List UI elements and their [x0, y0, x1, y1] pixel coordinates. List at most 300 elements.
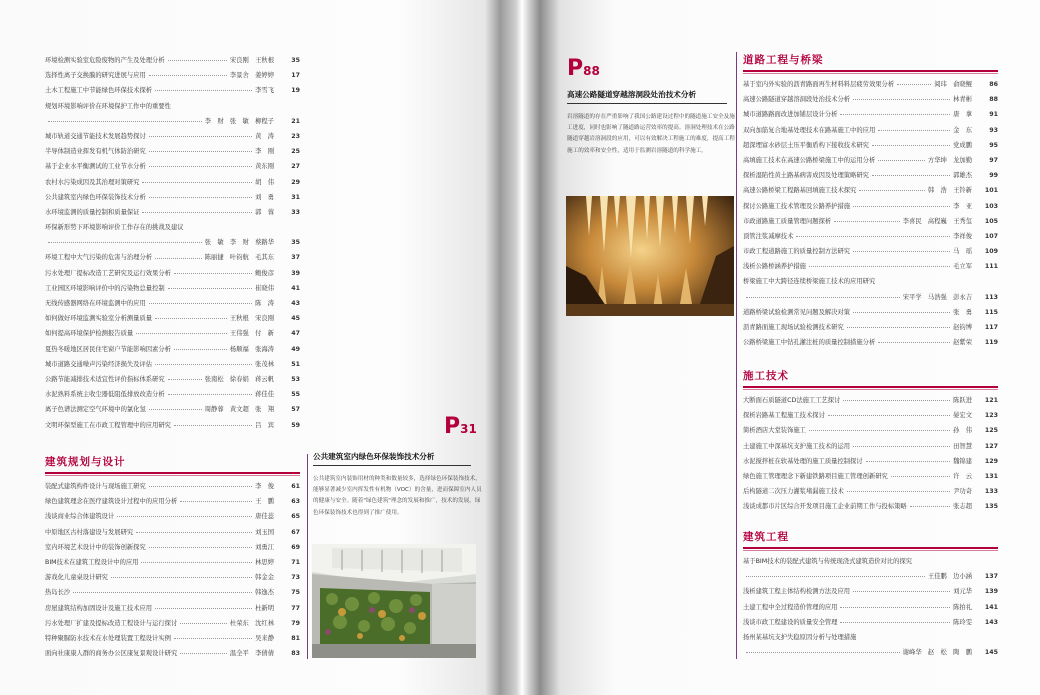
- feature-title: 公共建筑室内绿色环保装饰技术分析: [313, 452, 435, 461]
- dot-leader: [155, 364, 252, 365]
- book-gutter: [500, 0, 540, 695]
- toc-entry-title: 公路节能减排技术适宜性评价指标体系研究: [45, 375, 165, 383]
- toc-entry[interactable]: [743, 320, 998, 335]
- dot-leader: [180, 653, 227, 654]
- toc-entry[interactable]: [45, 570, 300, 585]
- toc-entry[interactable]: [743, 290, 998, 305]
- dot-leader: [840, 607, 950, 608]
- toc-entry-author: 王 鹏: [255, 498, 274, 506]
- toc-entry-author: 刘元华: [953, 588, 972, 596]
- toc-entry-page: 115: [984, 308, 998, 316]
- toc-entry-author: 李喜民 高程巍 王秀玺: [902, 217, 972, 225]
- toc-entry-title: 环保新形势下环境影响评价工作存在的挑战及建议: [45, 224, 184, 232]
- toc-entry-title: 无线传感器网络在环境监测中的应用: [45, 300, 146, 307]
- toc-entry-page: 113: [984, 293, 998, 301]
- toc-entry-page: 31: [291, 193, 300, 201]
- toc-entry-page: 75: [291, 589, 300, 597]
- toc-entry[interactable]: [45, 387, 300, 402]
- feature-photo-green-wall: [312, 544, 476, 658]
- toc-entry-page: 107: [984, 232, 998, 240]
- toc-entry[interactable]: [743, 423, 998, 438]
- section-rule: [743, 70, 998, 72]
- toc-entry-page: 83: [291, 650, 300, 658]
- section-rule: [743, 547, 998, 549]
- dot-leader: [878, 160, 925, 161]
- toc-entry[interactable]: [743, 168, 998, 183]
- toc-entry-page: 19: [291, 87, 300, 95]
- toc-entry-page: 55: [291, 391, 300, 399]
- toc-entry[interactable]: [743, 335, 998, 350]
- toc-entry-title: 高填施工技术在高速公路桥梁施工中的运用分析: [743, 156, 876, 164]
- toc-entry-author: 孙 伟: [953, 427, 972, 435]
- toc-entry-page: 121: [984, 397, 998, 404]
- toc-entry[interactable]: [743, 244, 998, 259]
- toc-entry-title: 污水处理厂提标改造工艺研究及运行效果分析: [45, 269, 171, 277]
- section-toc-list: [743, 77, 998, 350]
- toc-entry[interactable]: [45, 616, 300, 631]
- toc-entry-title: 市政道路施工质量管理问题探析: [743, 217, 832, 225]
- toc-entry-author: 郭雄杰: [953, 172, 972, 180]
- toc-entry[interactable]: [743, 123, 998, 138]
- dot-leader: [891, 476, 950, 477]
- dot-leader: [142, 212, 252, 213]
- toc-entry-author: 韩金金: [255, 574, 274, 582]
- toc-entry[interactable]: [743, 645, 998, 660]
- dot-leader: [853, 591, 950, 592]
- dot-leader: [878, 342, 950, 343]
- toc-entry-title: 基于BIM技术的装配式建筑与传统现浇式建筑造价对比的探究: [743, 558, 913, 565]
- dot-leader: [853, 206, 950, 207]
- dot-leader: [809, 266, 950, 267]
- toc-entry-title: 室内环境艺术设计中的装饰创新探究: [45, 543, 146, 551]
- toc-entry-title: 浅析公路桥涵养护措施: [743, 263, 806, 271]
- toc-entry-author: 毛立军: [953, 263, 972, 271]
- toc-entry[interactable]: [743, 183, 998, 198]
- toc-entry-title: 土建施工中深基坑支护施工技术的运用: [743, 442, 851, 450]
- toc-entry-page: 139: [984, 588, 998, 596]
- toc-entry-title: BIM技术在建筑工程设计中的应用: [45, 558, 139, 566]
- toc-entry[interactable]: [45, 190, 300, 205]
- toc-entry-title: 基于企业水平衡测试的工业节水分析: [45, 163, 146, 171]
- toc-entry[interactable]: [45, 68, 300, 83]
- toc-entry-author: 张南松 徐春娟 蒋云帆: [204, 375, 274, 383]
- toc-entry-author: 刘玉国: [255, 528, 274, 536]
- toc-entry-title: 面向社康康人群的商务办公区康复景观设计研究: [45, 650, 178, 658]
- toc-entry[interactable]: [743, 199, 998, 214]
- toc-entry[interactable]: [45, 144, 300, 159]
- dot-leader: [168, 60, 227, 61]
- dot-leader: [111, 577, 252, 578]
- toc-entry-page: 81: [291, 634, 300, 642]
- toc-entry-title: 探析岩路基工程施工技术探讨: [743, 412, 825, 420]
- dot-leader: [149, 547, 252, 548]
- toc-entry-title: 土木工程施工中节能绿色环保技术探析: [45, 87, 153, 95]
- toc-entry-author: 鲍俊彦: [255, 269, 274, 277]
- dot-leader: [48, 242, 202, 243]
- toc-entry-page: 111: [984, 263, 998, 271]
- toc-entry-title: 环境工程中大气污染的危害与治理分析: [45, 254, 153, 262]
- toc-entry[interactable]: [743, 138, 998, 153]
- toc-entry[interactable]: [743, 615, 998, 630]
- toc-entry[interactable]: [743, 153, 998, 168]
- column-divider: [736, 52, 737, 659]
- toc-entry-author: 马 瑶: [953, 248, 972, 256]
- toc-entry[interactable]: [45, 509, 300, 524]
- toc-entry-page: 117: [984, 324, 998, 331]
- toc-entry-author: 张 敏 李 财 蔡路华: [204, 239, 274, 247]
- dot-leader: [155, 258, 202, 259]
- dot-leader: [853, 446, 950, 447]
- section-rule: [45, 472, 300, 474]
- toc-entry-author: 宋良刚 王秋根: [229, 57, 274, 64]
- toc-entry-page: 47: [291, 330, 300, 338]
- toc-entry-author: 刘 勇: [255, 193, 274, 201]
- toc-entry[interactable]: [45, 114, 300, 129]
- toc-entry-author: 黄 涛: [255, 132, 274, 140]
- toc-entry[interactable]: [45, 418, 300, 433]
- toc-entry-author: 陈玲雯: [953, 618, 972, 626]
- toc-entry-author: 李 刚: [255, 148, 274, 156]
- toc-entry-author: 张志超: [953, 503, 972, 511]
- toc-entry[interactable]: [45, 250, 300, 265]
- toc-entry-title: 浅谈商业综合体建筑设计: [45, 513, 115, 521]
- dot-leader: [117, 516, 252, 517]
- toc-entry-author: 谢峰华 赵 松 陶 鹏: [902, 649, 972, 657]
- toc-entry-title: 工业园区环境影响评价中的污染物总量控制: [45, 284, 165, 292]
- dot-leader: [73, 592, 252, 593]
- toc-entry-author: 李雪飞: [255, 87, 274, 95]
- dot-leader: [149, 197, 252, 198]
- toc-entry[interactable]: [45, 159, 300, 174]
- toc-entry[interactable]: [45, 129, 300, 144]
- toc-entry-title: 市政工程道路施工的质量控制方法研究: [743, 248, 851, 256]
- dot-leader: [149, 136, 252, 137]
- toc-entry-title: 城市轨道交通节能技术发展趋势探讨: [45, 132, 146, 140]
- dot-leader: [155, 318, 227, 319]
- toc-entry[interactable]: [45, 326, 300, 341]
- dot-leader: [872, 175, 950, 176]
- toc-entry[interactable]: [45, 402, 300, 417]
- toc-entry-page: 129: [984, 457, 998, 465]
- toc-entry-title: 绿色施工管理理念下新建铁路项目施工管理创新研究: [743, 472, 888, 480]
- toc-entry[interactable]: [743, 107, 998, 122]
- toc-entry-page: 131: [984, 472, 998, 480]
- toc-entry-title: 双向加筋复合地基处理技术在路基施工中的应用: [743, 126, 876, 134]
- toc-entry-title: 城市道路路面改进加铺层设计分析: [743, 111, 838, 119]
- architecture-toc-list: [45, 479, 300, 661]
- toc-entry[interactable]: [743, 408, 998, 423]
- toc-entry-page: 57: [291, 406, 300, 414]
- toc-entry[interactable]: [45, 83, 300, 98]
- toc-entry[interactable]: [45, 479, 300, 494]
- toc-entry-author: 韩 浩 王铃新: [927, 187, 972, 195]
- toc-entry[interactable]: [743, 554, 998, 569]
- toc-entry-page: 91: [989, 111, 998, 119]
- toc-entry[interactable]: [45, 646, 300, 661]
- toc-entry[interactable]: [45, 525, 300, 540]
- toc-entry-page: 71: [291, 558, 300, 566]
- dot-leader: [168, 288, 252, 289]
- feature-summary: 公共建筑室内装饰用材的种类和数量较多，选择绿色环保装饰技术，能够显著减少室内挥发性有机物（VOC）的含量，进而保障室内人员的健康与安全。随着"绿色建筑"理念的发展和推广，技术的发展，绿色环保装饰技术也得到了推广使用。: [313, 476, 482, 516]
- toc-entry[interactable]: [743, 305, 998, 320]
- toc-entry[interactable]: [45, 220, 300, 235]
- dot-leader: [149, 166, 252, 167]
- toc-entry[interactable]: [45, 555, 300, 570]
- toc-entry-title: 高速公路隧道穿越溶洞段处治技术分析: [743, 96, 851, 104]
- toc-entry[interactable]: [743, 600, 998, 615]
- section-title: 施工技术: [743, 370, 789, 382]
- feature-page-number: P31: [444, 414, 477, 439]
- toc-entry[interactable]: [45, 601, 300, 616]
- dot-leader: [48, 121, 202, 122]
- toc-entry-title: 如何提高环境保护检测报告质量: [45, 330, 134, 338]
- toc-entry[interactable]: [45, 494, 300, 509]
- dot-leader: [840, 114, 950, 115]
- dot-leader: [897, 84, 931, 85]
- toc-entry-title: 规划环境影响评价在环境保护工作中的重要性: [45, 102, 171, 110]
- dot-leader: [834, 221, 900, 222]
- section-title: 建筑规划与设计: [45, 456, 126, 468]
- toc-entry-author: 李 亚: [953, 202, 972, 210]
- dot-leader: [746, 297, 900, 298]
- toc-entry-page: 21: [291, 117, 300, 125]
- toc-entry-title: 探讨公路施工技术管理及公路养护措施: [743, 202, 851, 210]
- toc-entry[interactable]: [45, 631, 300, 646]
- dot-leader: [843, 400, 950, 401]
- section-header: [743, 52, 998, 74]
- toc-entry[interactable]: [743, 499, 998, 514]
- toc-entry[interactable]: [45, 540, 300, 555]
- toc-entry-page: 33: [291, 208, 300, 216]
- toc-entry-title: 装配式建筑构件设计与现场施工研究: [45, 483, 146, 490]
- dot-leader: [847, 491, 950, 492]
- toc-entry-author: 温全平 李倩倩: [229, 650, 274, 658]
- toc-entry-title: 夏热冬暖地区居民住宅窗户节能影响因素分析: [45, 345, 171, 353]
- toc-entry-page: 135: [984, 503, 998, 511]
- toc-entry-page: 41: [291, 284, 300, 292]
- toc-entry-author: 胡 伟: [255, 178, 274, 186]
- section-rule-thin: [743, 73, 998, 74]
- toc-entry[interactable]: [45, 311, 300, 326]
- toc-entry-page: 123: [984, 412, 998, 420]
- toc-entry-page: 29: [291, 178, 300, 186]
- toc-entry-author: 黄东刚: [255, 163, 274, 171]
- toc-entry-page: 86: [989, 81, 998, 88]
- toc-entry[interactable]: [743, 584, 998, 599]
- toc-entry-author: 陈丽捷 叶钧航 毛其东: [204, 254, 274, 262]
- toc-entry-title: 沥青路面施工现场试验检测技术研究: [743, 324, 844, 331]
- toc-entry-page: 143: [984, 618, 998, 626]
- dot-leader: [809, 430, 950, 431]
- left-toc-list: [45, 53, 300, 433]
- right-page: [540, 0, 1040, 695]
- toc-entry-page: 105: [984, 217, 998, 225]
- toc-entry-author: 阅玮 俞晓鲲: [934, 81, 972, 88]
- toc-entry-author: 王秋根 宋良刚: [229, 315, 274, 323]
- toc-entry-author: 金 东: [953, 126, 972, 134]
- toc-entry-author: 唐佳蕊: [255, 513, 274, 521]
- dot-leader: [149, 75, 227, 76]
- toc-entry[interactable]: [743, 393, 998, 408]
- toc-entry[interactable]: [45, 585, 300, 600]
- section-rule-thin: [743, 389, 998, 390]
- toc-entry-title: 污水处理厂扩建及提标改造工程设计与运行探讨: [45, 619, 178, 627]
- toc-entry-author: 李 财 张 敏 柳程子: [204, 117, 274, 125]
- toc-entry-page: 79: [291, 619, 300, 627]
- toc-entry-author: 杜荣东 沈红林: [229, 619, 274, 627]
- toc-entry-page: 88: [989, 96, 998, 104]
- toc-entry-author: 周静蓉 黄文超 张 翔: [204, 406, 274, 414]
- toc-entry-page: 37: [291, 254, 300, 262]
- toc-entry-author: 赵紫荣: [953, 339, 972, 347]
- dot-leader: [141, 562, 252, 563]
- toc-entry[interactable]: [743, 484, 998, 499]
- toc-entry-page: 77: [291, 604, 300, 612]
- dot-leader: [853, 251, 950, 252]
- toc-entry-page: 63: [291, 498, 300, 506]
- toc-entry-title: 土建工程中全过程造价管理的应用: [743, 603, 838, 611]
- toc-entry-page: 23: [291, 132, 300, 140]
- toc-entry-page: 69: [291, 543, 300, 551]
- toc-entry-title: 文明环保型施工在市政工程管理中的应用研究: [45, 421, 171, 429]
- section-header-architecture: [45, 454, 300, 476]
- toc-entry[interactable]: [45, 357, 300, 372]
- toc-entry-title: 桥梁施工中大跨径连续桥梁施工技术的应用研究: [743, 278, 876, 286]
- toc-entry-title: 浅谈市政工程建设的质量安全管理: [743, 618, 838, 626]
- toc-entry-title: 房屋建筑结构加固设计及施工技术应用: [45, 604, 153, 612]
- toc-entry[interactable]: [743, 229, 998, 244]
- feature-photo-karst-cave: [566, 196, 734, 316]
- toc-entry[interactable]: [45, 266, 300, 281]
- toc-entry[interactable]: [45, 235, 300, 250]
- toc-entry-title: 半导体制造业挥发有机气体防治研究: [45, 148, 146, 156]
- toc-entry-page: 93: [989, 126, 998, 134]
- toc-entry-page: 65: [291, 513, 300, 521]
- dot-leader: [136, 532, 252, 533]
- feature-summary: 岩溶隧道的存在严重影响了我国公路建设过程中的隧道施工安全及施工进度，同时也影响了隧道路运营效率的提高。溶洞处理技术在公路隧道穿越岩溶洞段的应用，可以有效解决工程施工的难度，提高工程施工的效率和安全性，适用于监测岩溶隧道的科学施工。: [567, 114, 735, 154]
- toc-entry[interactable]: [45, 205, 300, 220]
- section-title: 道路工程与桥梁: [743, 54, 824, 66]
- dot-leader: [853, 99, 950, 100]
- toc-entry[interactable]: [45, 342, 300, 357]
- toc-entry-title: 扬州某基坑支护失稳原因分析与处理措施: [743, 633, 857, 641]
- toc-entry[interactable]: [45, 53, 300, 68]
- toc-entry-title: 水环境监测的质量控制和质量保证: [45, 208, 140, 216]
- dot-leader: [142, 182, 252, 183]
- toc-entry-title: 大断面石质隧道CD法施工工艺探讨: [743, 397, 841, 404]
- toc-entry-page: 125: [984, 427, 998, 435]
- toc-entry-author: 李祥俊: [953, 232, 972, 240]
- dot-leader: [828, 415, 950, 416]
- toc-entry-author: 宋平学 马浩强 彭永吉: [902, 293, 972, 301]
- dot-leader: [872, 145, 950, 146]
- section-header: [743, 368, 998, 390]
- toc-entry-title: 中原地区古村落建设与发展研究: [45, 528, 134, 536]
- toc-entry-title: 后构隧道二次压力灌浆堵漏施工技术: [743, 488, 844, 496]
- toc-entry-page: 137: [984, 573, 998, 581]
- toc-entry-page: 67: [291, 528, 300, 536]
- toc-entry[interactable]: [743, 630, 998, 645]
- toc-entry-page: 119: [984, 339, 998, 347]
- toc-entry[interactable]: [743, 259, 998, 274]
- section-rule-thin: [743, 550, 998, 551]
- section-header: [743, 529, 998, 551]
- toc-entry[interactable]: [45, 99, 300, 114]
- toc-entry[interactable]: [743, 214, 998, 229]
- section-rule: [743, 386, 998, 388]
- feature-title-rule: [313, 465, 471, 466]
- toc-entry-author: 赵钧博: [953, 324, 972, 331]
- dot-leader: [168, 394, 252, 395]
- toc-entry-title: 如何做好环境监测实验室分析测量质量: [45, 315, 153, 323]
- toc-entry[interactable]: [743, 274, 998, 289]
- dot-leader: [859, 190, 925, 191]
- toc-entry-title: 离子色谱法测定空气环境中的氯化氢: [45, 406, 146, 414]
- dot-leader: [796, 236, 950, 237]
- toc-entry[interactable]: [743, 92, 998, 107]
- toc-entry-author: 晏宏文: [953, 412, 972, 420]
- toc-entry[interactable]: [45, 296, 300, 311]
- toc-entry-title: 游戏化儿童桌设计研究: [45, 574, 108, 582]
- section-rule-thin: [45, 475, 300, 476]
- toc-entry-page: 51: [291, 360, 300, 368]
- toc-entry-author: 尹功奇: [953, 488, 972, 496]
- toc-entry-page: 53: [291, 375, 300, 383]
- toc-entry[interactable]: [743, 454, 998, 469]
- toc-entry[interactable]: [743, 569, 998, 584]
- dot-leader: [174, 273, 252, 274]
- toc-entry[interactable]: [45, 175, 300, 190]
- toc-entry-author: 杜新明: [255, 604, 274, 612]
- toc-entry-page: 145: [984, 649, 998, 657]
- toc-entry-author: 王佳鹏 边小涵: [927, 573, 972, 581]
- toc-entry-author: 刘勇江: [255, 543, 274, 551]
- toc-entry-page: 35: [291, 239, 300, 247]
- dot-leader: [174, 638, 252, 639]
- toc-entry-author: 杨顺福 张海涛: [229, 345, 274, 353]
- toc-entry-title: 公路桥梁施工中钻孔灌注桩的质量控制措施分析: [743, 339, 876, 347]
- toc-entry[interactable]: [743, 439, 998, 454]
- section-toc-list: [743, 393, 998, 515]
- toc-entry-author: 林思婷: [255, 558, 274, 566]
- toc-entry[interactable]: [45, 281, 300, 296]
- toc-entry-title: 农村水污染成因及其治理对策研究: [45, 178, 140, 186]
- toc-entry-page: 141: [984, 603, 998, 611]
- toc-entry[interactable]: [743, 469, 998, 484]
- dot-leader: [149, 303, 252, 304]
- toc-entry-author: 韩逸杰: [255, 589, 274, 597]
- section-toc-list: [743, 554, 998, 660]
- toc-entry-page: 27: [291, 163, 300, 171]
- dot-leader: [180, 623, 227, 624]
- dot-leader: [149, 151, 252, 152]
- toc-entry-author: 张茂林: [255, 360, 274, 368]
- toc-entry-author: 陈拍礼: [953, 603, 972, 611]
- toc-entry-author: 许 云: [953, 472, 972, 480]
- toc-entry-title: 水泥搅拌桩在软基处理的施工质量控制探讨: [743, 457, 863, 465]
- dot-leader: [866, 461, 950, 462]
- toc-entry-page: 99: [989, 172, 998, 180]
- toc-entry-page: 17: [291, 72, 300, 80]
- dot-leader: [149, 486, 252, 487]
- toc-entry-author: 郭 蓉: [255, 208, 274, 216]
- feature-title-rule: [567, 103, 727, 104]
- toc-entry-author: 田智慧: [953, 442, 972, 450]
- toc-entry-title: 超深埋富水砂层土压平衡盾构下接收技术研究: [743, 141, 869, 149]
- toc-entry-author: 方华坤 龙加勤: [927, 156, 972, 164]
- toc-entry[interactable]: [45, 372, 300, 387]
- toc-entry[interactable]: [743, 77, 998, 92]
